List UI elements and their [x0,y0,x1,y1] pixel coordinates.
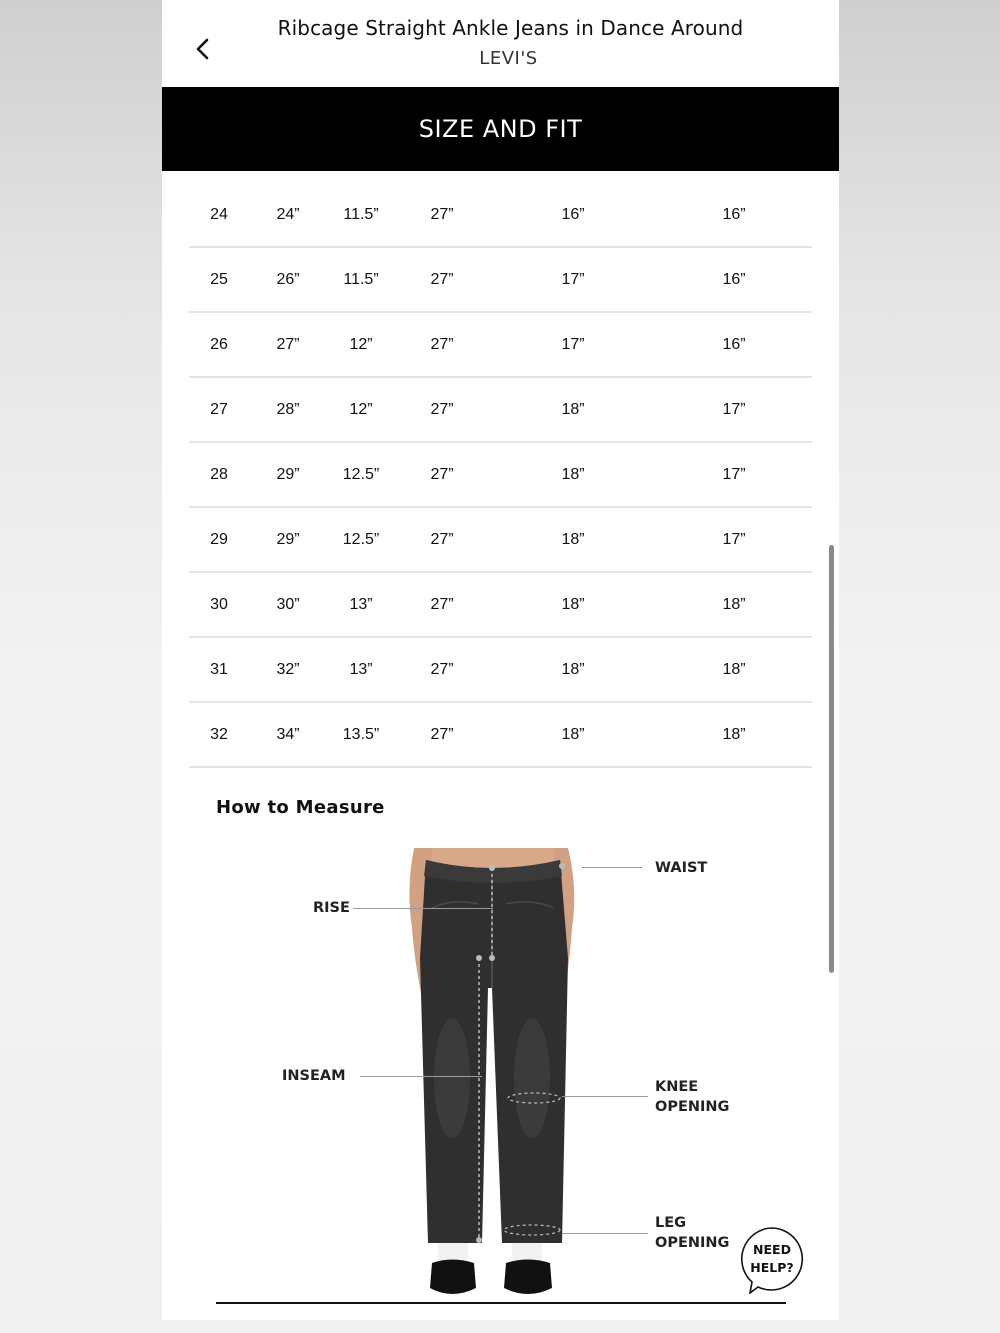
table-cell: 12” [349,336,373,353]
table-cell: 17” [722,401,746,418]
table-cell: 12.5” [342,466,380,483]
product-title: Ribcage Straight Ankle Jeans in Dance Around [277,16,744,40]
table-cell: 26” [276,271,300,288]
table-cell: 25 [210,271,228,288]
table-cell: 27” [430,726,454,743]
table-cell: 27” [430,336,454,353]
table-cell: 11.5” [343,206,379,223]
inseam-label: INSEAM [282,1068,346,1084]
table-cell: 32 [210,726,228,743]
waist-label: WAIST [655,860,708,876]
table-cell: 34” [276,726,300,743]
table-row [189,443,812,508]
leg-label-line1: LEG [655,1215,687,1231]
table-cell: 24 [210,206,228,223]
table-cell: 27 [210,401,228,418]
table-cell: 24” [276,206,300,223]
divider-line [216,1302,786,1304]
table-cell: 27” [276,336,300,353]
table-cell: 31 [210,661,228,678]
table-row [189,313,812,378]
table-cell: 18” [722,726,746,743]
table-cell: 28” [276,401,300,418]
table-cell: 18” [722,661,746,678]
table-cell: 30 [210,596,228,613]
leg-leader-line [562,1233,648,1234]
brand-name: LEVI'S [479,48,538,69]
phone-screen [162,0,839,1320]
table-cell: 27” [430,596,454,613]
table-cell: 27” [430,401,454,418]
table-row [189,183,812,248]
table-cell: 18” [561,466,585,483]
table-cell: 16” [722,206,746,223]
table-cell: 28 [210,466,228,483]
table-cell: 13” [349,661,373,678]
knee-label-line1: KNEE [655,1079,699,1095]
table-cell: 18” [722,596,746,613]
knee-leader-line [562,1096,648,1097]
table-cell: 16” [722,336,746,353]
table-cell: 12.5” [342,531,380,548]
table-cell: 29” [276,531,300,548]
table-cell: 12” [349,401,373,418]
table-cell: 17” [722,466,746,483]
table-cell: 30” [276,596,300,613]
leg-label-line2: OPENING [655,1235,730,1251]
table-cell: 29 [210,531,228,548]
header [162,0,839,87]
table-cell: 13.5” [342,726,380,743]
size-table [189,183,812,768]
need-help-label[interactable] [738,1241,806,1277]
table-row [189,703,812,768]
table-cell: 17” [722,531,746,548]
table-row [189,248,812,313]
need-help-line1: NEED [753,1242,791,1257]
table-cell: 27” [430,466,454,483]
table-cell: 27” [430,206,454,223]
table-cell: 18” [561,596,585,613]
need-help-line2: HELP? [750,1260,794,1275]
how-to-measure-title: How to Measure [216,797,385,818]
knee-label-line2: OPENING [655,1099,730,1115]
jeans-illustration [392,848,592,1308]
table-cell: 32” [276,661,300,678]
table-cell: 18” [561,661,585,678]
table-cell: 16” [561,206,585,223]
table-cell: 18” [561,726,585,743]
table-cell: 29” [276,466,300,483]
table-row [189,573,812,638]
table-row [189,378,812,443]
inseam-leader-line [360,1076,482,1077]
table-row [189,508,812,573]
table-cell: 11.5” [343,271,379,288]
scrollbar[interactable] [829,545,834,973]
waist-leader-line [582,867,642,868]
banner-label: SIZE AND FIT [418,115,583,143]
table-cell: 18” [561,531,585,548]
rise-leader-line [353,908,493,909]
table-cell: 16” [722,271,746,288]
table-cell: 27” [430,661,454,678]
table-cell: 27” [430,531,454,548]
table-cell: 17” [561,336,585,353]
table-cell: 18” [561,401,585,418]
table-cell: 27” [430,271,454,288]
table-cell: 17” [561,271,585,288]
table-row [189,638,812,703]
rise-label: RISE [313,900,350,916]
size-and-fit-banner [162,87,839,171]
table-cell: 13” [349,596,373,613]
table-cell: 26 [210,336,228,353]
